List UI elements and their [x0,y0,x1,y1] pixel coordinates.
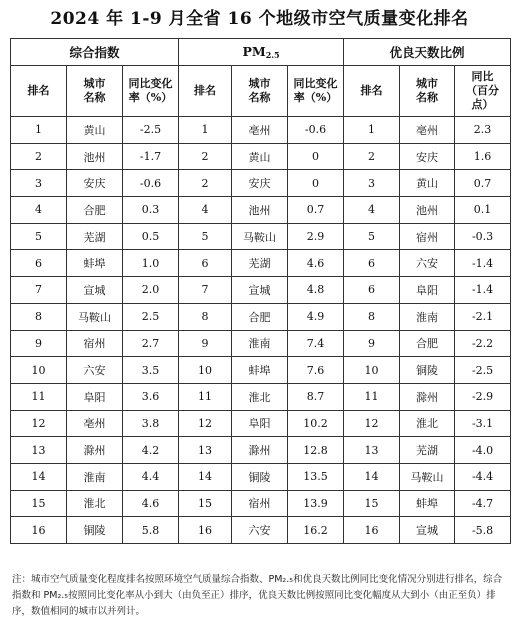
g2-city-cell: 淮北 [232,383,288,410]
g1-rank-cell: 5 [11,223,67,250]
g3-city-cell: 淮南 [400,303,455,330]
subheader-city: 城市名称 [67,66,123,117]
g2-rank-cell: 4 [179,197,232,224]
g1-rank-cell: 14 [11,463,67,490]
g2-rank-cell: 6 [179,250,232,277]
table-row [11,410,511,437]
g1-value-cell: -1.7 [123,143,179,170]
g3-value-cell: -2.9 [455,383,511,410]
table-row [11,277,511,304]
g2-value-cell: 13.5 [288,463,344,490]
g2-rank-cell: 9 [179,330,232,357]
g3-value-cell: -1.4 [455,277,511,304]
g2-value-cell: 2.9 [288,223,344,250]
table-row [11,303,511,330]
g1-value-cell: 5.8 [123,517,179,544]
g2-city-cell: 合肥 [232,303,288,330]
g1-city-cell: 阜阳 [67,383,123,410]
g2-city-cell: 宣城 [232,277,288,304]
g2-value-cell: 0 [288,143,344,170]
g1-rank-cell: 3 [11,170,67,197]
g3-value-cell: -1.4 [455,250,511,277]
g3-city-cell: 黄山 [400,170,455,197]
subheader-rank: 排名 [179,66,232,117]
g3-rank-cell: 4 [344,197,400,224]
g2-city-cell: 铜陵 [232,463,288,490]
g1-value-cell: 0.3 [123,197,179,224]
g3-city-cell: 宿州 [400,223,455,250]
g2-value-cell: 7.4 [288,330,344,357]
g2-rank-cell: 5 [179,223,232,250]
g1-value-cell: 1.0 [123,250,179,277]
g2-value-cell: 4.8 [288,277,344,304]
g2-city-cell: 亳州 [232,117,288,144]
g1-city-cell: 芜湖 [67,223,123,250]
g2-value-cell: 0.7 [288,197,344,224]
g2-city-cell: 芜湖 [232,250,288,277]
g1-value-cell: 4.6 [123,490,179,517]
subheader-city: 城市名称 [400,66,455,117]
g2-value-cell: 4.9 [288,303,344,330]
g2-value-cell: -0.6 [288,117,344,144]
g2-value-cell: 12.8 [288,437,344,464]
group-header-pm25 [179,39,344,66]
g3-value-cell: -4.4 [455,463,511,490]
table-row [11,250,511,277]
g3-rank-cell: 3 [344,170,400,197]
subheader-change-points: 同比（百分点） [455,66,511,117]
g2-city-cell: 马鞍山 [232,223,288,250]
g2-city-cell: 淮南 [232,330,288,357]
g1-rank-cell: 12 [11,410,67,437]
g2-value-cell: 7.6 [288,357,344,384]
g3-value-cell: 0.1 [455,197,511,224]
g3-city-cell: 蚌埠 [400,490,455,517]
g1-rank-cell: 10 [11,357,67,384]
g1-rank-cell: 1 [11,117,67,144]
g3-rank-cell: 6 [344,277,400,304]
table-row [11,463,511,490]
g3-rank-cell: 1 [344,117,400,144]
ranking-table-body [11,117,511,544]
g3-city-cell: 芜湖 [400,437,455,464]
g3-rank-cell: 14 [344,463,400,490]
g3-city-cell: 亳州 [400,117,455,144]
g3-rank-cell: 9 [344,330,400,357]
g1-value-cell: 3.8 [123,410,179,437]
g2-rank-cell: 8 [179,303,232,330]
g3-city-cell: 合肥 [400,330,455,357]
g3-value-cell: 0.7 [455,170,511,197]
ranking-table [10,38,511,544]
table-row [11,517,511,544]
table-row [11,330,511,357]
g3-rank-cell: 2 [344,143,400,170]
g1-city-cell: 宿州 [67,330,123,357]
g3-rank-cell: 16 [344,517,400,544]
g1-city-cell: 池州 [67,143,123,170]
g2-value-cell: 4.6 [288,250,344,277]
g3-rank-cell: 12 [344,410,400,437]
g3-city-cell: 池州 [400,197,455,224]
table-row [11,170,511,197]
group-header-good-days-ratio: 优良天数比例 [344,39,511,66]
subheader-change-rate: 同比变化率（%） [288,66,344,117]
g2-city-cell: 六安 [232,517,288,544]
g1-value-cell: -0.6 [123,170,179,197]
g2-rank-cell: 7 [179,277,232,304]
g1-value-cell: 0.5 [123,223,179,250]
g2-rank-cell: 1 [179,117,232,144]
g1-rank-cell: 6 [11,250,67,277]
g3-value-cell: -4.7 [455,490,511,517]
g2-city-cell: 黄山 [232,143,288,170]
g2-rank-cell: 13 [179,437,232,464]
g2-city-cell: 阜阳 [232,410,288,437]
g3-city-cell: 淮北 [400,410,455,437]
table-row [11,490,511,517]
table-row [11,117,511,144]
g1-value-cell: 3.5 [123,357,179,384]
g3-rank-cell: 8 [344,303,400,330]
footnote: 注：城市空气质量变化程度排名按照环境空气质量综合指数、PM₂.₅和优良天数比例同比变化情况分别进行排名，综合指数和 PM₂.₅按照同比变化率从小到大（由负至正）排序，优良天数比例按照同比变化幅度从大到小（由正至负）排序，数值相同的城市以并列计。 [12,574,503,617]
g2-rank-cell: 14 [179,463,232,490]
group-header-row [11,39,511,66]
g1-city-cell: 淮北 [67,490,123,517]
g1-value-cell: 2.5 [123,303,179,330]
g1-rank-cell: 7 [11,277,67,304]
g1-city-cell: 黄山 [67,117,123,144]
subheader-change-rate: 同比变化率（%） [123,66,179,117]
pm-subscript: 2.5 [265,50,280,60]
g1-city-cell: 滁州 [67,437,123,464]
g1-city-cell: 蚌埠 [67,250,123,277]
g3-city-cell: 安庆 [400,143,455,170]
g3-city-cell: 六安 [400,250,455,277]
subheader-row [11,66,511,117]
subheader-rank: 排名 [11,66,67,117]
g3-value-cell: -2.2 [455,330,511,357]
g3-value-cell: 2.3 [455,117,511,144]
g1-value-cell: 4.4 [123,463,179,490]
g2-value-cell: 8.7 [288,383,344,410]
g2-rank-cell: 12 [179,410,232,437]
pm-label: PM [242,44,266,59]
g1-rank-cell: 4 [11,197,67,224]
table-row [11,357,511,384]
g1-city-cell: 马鞍山 [67,303,123,330]
subheader-city: 城市名称 [232,66,288,117]
table-title: 2024 年 1-9 月全省 16 个地级市空气质量变化排名 [50,9,469,29]
g1-value-cell: 2.7 [123,330,179,357]
g3-city-cell: 阜阳 [400,277,455,304]
g1-value-cell: 3.6 [123,383,179,410]
g1-value-cell: -2.5 [123,117,179,144]
g3-city-cell: 宣城 [400,517,455,544]
g2-rank-cell: 15 [179,490,232,517]
g3-value-cell: -3.1 [455,410,511,437]
g3-value-cell: -2.5 [455,357,511,384]
subheader-rank: 排名 [344,66,400,117]
table-row [11,223,511,250]
g3-value-cell: -5.8 [455,517,511,544]
g2-city-cell: 蚌埠 [232,357,288,384]
g1-city-cell: 铜陵 [67,517,123,544]
g1-rank-cell: 8 [11,303,67,330]
table-row [11,437,511,464]
g3-rank-cell: 15 [344,490,400,517]
g1-value-cell: 2.0 [123,277,179,304]
g1-city-cell: 淮南 [67,463,123,490]
g3-city-cell: 滁州 [400,383,455,410]
g1-rank-cell: 9 [11,330,67,357]
g2-value-cell: 16.2 [288,517,344,544]
g2-rank-cell: 11 [179,383,232,410]
g2-value-cell: 13.9 [288,490,344,517]
g1-rank-cell: 2 [11,143,67,170]
g2-rank-cell: 2 [179,143,232,170]
g3-value-cell: 1.6 [455,143,511,170]
g2-rank-cell: 10 [179,357,232,384]
g3-rank-cell: 11 [344,383,400,410]
g1-rank-cell: 16 [11,517,67,544]
g1-rank-cell: 15 [11,490,67,517]
g3-rank-cell: 5 [344,223,400,250]
g3-value-cell: -0.3 [455,223,511,250]
g2-value-cell: 0 [288,170,344,197]
g2-city-cell: 池州 [232,197,288,224]
g3-rank-cell: 6 [344,250,400,277]
table-row [11,197,511,224]
g1-rank-cell: 13 [11,437,67,464]
g1-city-cell: 亳州 [67,410,123,437]
g3-rank-cell: 10 [344,357,400,384]
g1-city-cell: 宣城 [67,277,123,304]
g1-city-cell: 安庆 [67,170,123,197]
table-row [11,383,511,410]
g1-city-cell: 合肥 [67,197,123,224]
g3-rank-cell: 13 [344,437,400,464]
g1-value-cell: 4.2 [123,437,179,464]
g3-value-cell: -4.0 [455,437,511,464]
g3-city-cell: 铜陵 [400,357,455,384]
g2-rank-cell: 2 [179,170,232,197]
g3-city-cell: 马鞍山 [400,463,455,490]
g1-rank-cell: 11 [11,383,67,410]
g2-value-cell: 10.2 [288,410,344,437]
group-header-composite-index: 综合指数 [11,39,179,66]
g2-city-cell: 滁州 [232,437,288,464]
g2-city-cell: 安庆 [232,170,288,197]
table-row [11,143,511,170]
g3-value-cell: -2.1 [455,303,511,330]
g1-city-cell: 六安 [67,357,123,384]
g2-rank-cell: 16 [179,517,232,544]
g2-city-cell: 宿州 [232,490,288,517]
